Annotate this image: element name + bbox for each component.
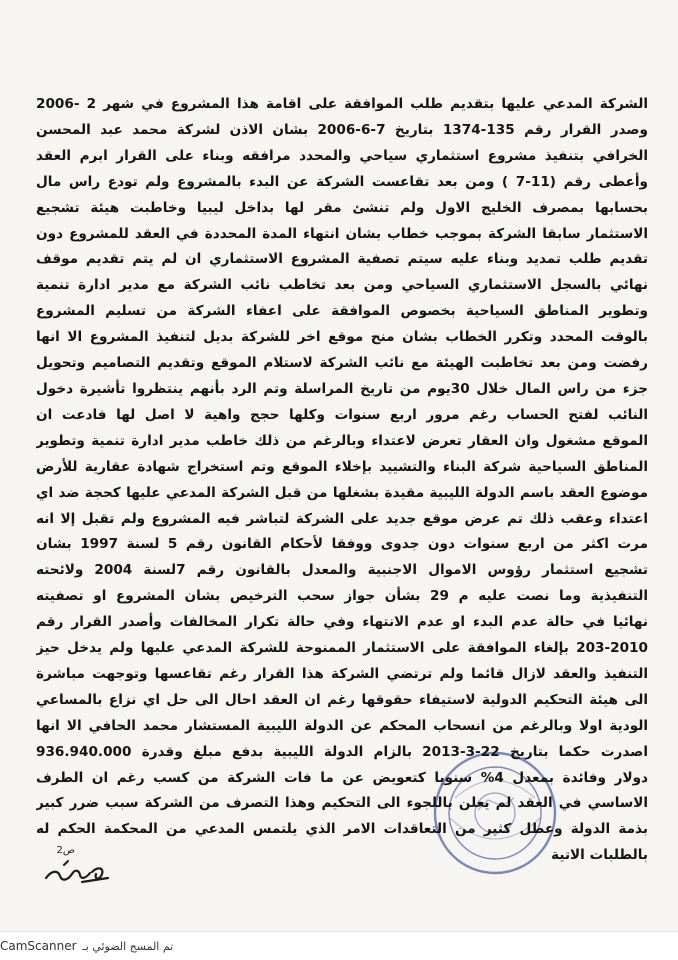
text-line: الودية اولا وبالرغم من انسحاب المحكم عن الدولة الليبية المستشار محمد الحافي الا انها: [36, 717, 648, 734]
text-line: تشجيع استثمار رؤوس الاموال الاجنبية والمعدل بالقانون رقم 7لسنة 2004 ولائحته: [36, 562, 648, 579]
text-line: المناطق السياحية شركة البناء والتشييد بإخلاء الموقع وتم استخراج شهادة عقارية للأرض: [36, 458, 648, 475]
text-line: الاساسي في العقد لم يعلن باللجوء الى التحكيم وهذا التصرف من الشركة سبب ضرر كبير: [36, 795, 648, 812]
text-line: الى هيئة التحكيم الدولية لاستيفاء حقوقها رغم ان العقد احال الى حل اي نزاع بالمساعي: [36, 691, 648, 708]
text-line: النائب لفتح الحساب رغم مرور اربع سنوات وكلها حجج واهية لا اصل لها فادعت ان: [36, 406, 648, 423]
text-line: رفضت ومن بعد تخاطبت الهيئة مع نائب الشركة لاستلام الموقع وتقديم التصاميم وتحويل: [36, 355, 648, 372]
text-line: الموقع مشغول وان العقار تعرض لاعتداء وبالرغم من ذلك خاطب مدير ادارة تنمية وتطوير: [36, 432, 648, 449]
text-line: نهائيا في حالة عدم البدء او عدم الانتهاء وفي حالة تكرار المخالفات وأصدر القرار رقم: [36, 614, 648, 631]
text-line: تقديم طلب تمديد وبناء عليه سيتم تصفية المشروع الاستثماري ان لم يتم تقديم موقف: [36, 251, 648, 268]
text-line: مرت اكثر من اربع سنوات دون جدوى ووفقا لأحكام القانون رقم 5 لسنة 1997 بشان: [36, 536, 648, 553]
text-line: التنفيذ والعقد لازال قائما ولم ترتضي الشركة هذا القرار رغم تقاعسها وتوجهت مباشرة: [36, 665, 648, 682]
text-line: وصدر القرار رقم 135-1374 بتاريخ 7-6-2006 بشان الاذن لشركة محمد عبد المحسن: [36, 121, 648, 138]
scanned-with-label: تم المسح الضوئي بـ: [82, 939, 174, 953]
text-line: بذمة الدولة وعطل كثير من التعاقدات الامر الذي يلتمس المدعي من المحكمة الحكم له: [36, 821, 648, 838]
text-line: وتطوير المناطق السياحية بخصوص الموافقة على اعفاء الشركة من تسليم المشروع: [36, 303, 648, 320]
text-line: التنفيذية وما نصت عليه م 29 بشأن جواز سحب الترخيص بشان المشروع او تصفيته: [36, 588, 648, 605]
text-line: موضوع العقد باسم الدولة الليبية مقيدة بشغلها من قبل الشركة المدعي عليها كحجة ضد اي: [36, 484, 648, 501]
text-line: دولار وفائدة بمعدل 4% سنويا كتعويض عن ما فات الشركة من كسب رغم ان الطرف: [36, 769, 648, 786]
camscanner-brand: CamScanner: [0, 939, 77, 953]
text-line: 203-2010 بإلغاء الموافقة على الاستثمار الممنوحة للشركة المدعي عليها ولم يدخل حيز: [36, 640, 648, 657]
text-line: بالطلبات الاتية: [551, 847, 648, 864]
page-number: ص2: [56, 845, 75, 856]
text-line: بالوقت المحدد وتكرر الخطاب بشان منح موقع اخر للشركة بديل لتنفيذ المشروع الا انها: [36, 329, 648, 346]
signature-icon: [42, 856, 114, 890]
text-line: وأعطى رقم (11-7 ) ومن بعد تقاعست الشركة عن البدء بالمشروع ولم تودع راس مال: [36, 173, 648, 190]
text-line: اصدرت حكما بتاريخ 22-3-2013 بالزام الدولة الليبية بدفع مبلغ وقدرة 936.940.000: [36, 743, 648, 760]
text-line: بحسابها بمصرف الخليج الاول ولم تنشئ مقر لها بداخل ليبيا وخاطبت هيئة تشجيع: [36, 199, 648, 216]
text-line: نهائي بالسجل الاستثماري السياحي ومن بعد تخاطب نائب الشركة مع مدير ادارة تنمية: [36, 277, 648, 294]
text-line: الشركة المدعي عليها بتقديم طلب الموافقة على اقامة هذا المشروع في شهر 2 -2006: [36, 96, 648, 112]
text-line: الاستثمار سابقا الشركة بموجب خطاب بشان انتهاء المدة المحددة في العقد للمشروع دون: [36, 225, 648, 242]
scanner-footer: [0, 931, 678, 960]
text-line: الخرافي بتنفيذ مشروع استثماري سياحي والمحدد مرافقه وبناء على القرار ابرم العقد: [36, 147, 648, 164]
document-body: [36, 92, 648, 869]
text-line: اعتداء وعقب ذلك تم عرض موقع جديد على الشركة لتباشر فيه المشروع ولم تقبل إلا انه: [36, 510, 648, 527]
text-line: جزء من راس المال خلال 30يوم من تاريخ المراسلة وتم الرد بأنهم ينتظروا تأشيرة دخول: [36, 380, 648, 397]
